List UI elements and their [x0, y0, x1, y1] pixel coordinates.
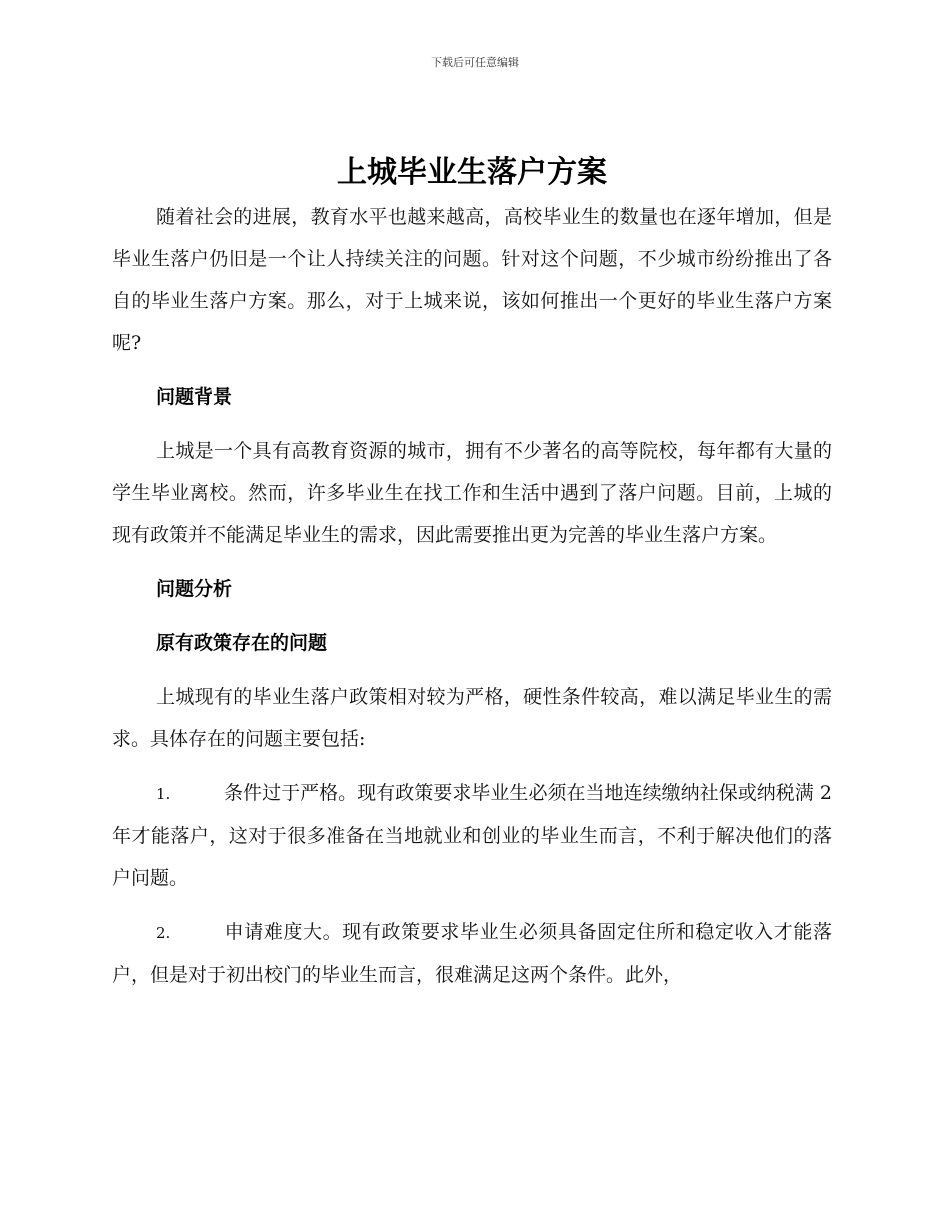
- list-item: [112, 911, 832, 996]
- analysis-paragraph: 上城现有的毕业生落户政策相对较为严格，硬性条件较高，难以满足毕业生的需求。具体存在的问题主要包括:: [112, 686, 832, 750]
- document-title: 上城毕业生落户方案: [337, 155, 607, 190]
- intro-paragraph: 随着社会的进展，教育水平也越来越高，高校毕业生的数量也在逐年增加，但是毕业生落户仍旧是一个让人持续关注的问题。针对这个问题，不少城市纷纷推出了各自的毕业生落户方案。那么，对于上城来说，该如何推出一个更好的毕业生落户方案呢?: [112, 206, 832, 354]
- list-item-text: 申请难度大。现有政策要求毕业生必须具备固定住所和稳定收入才能落户，但是对于初出校门的毕业生而言，很难满足这两个条件。此外，: [112, 921, 832, 986]
- section-heading-analysis: 问题分析: [156, 578, 233, 600]
- list-item-text: 条件过于严格。现有政策要求毕业生必须在当地连续缴纳社保或纳税满 2 年才能落户，这对于很多准备在当地就业和创业的毕业生而言，不利于解决他们的落户问题。: [112, 782, 832, 889]
- list-item-number: 2.: [156, 924, 171, 942]
- document-body: [112, 150, 832, 996]
- subheading-policy-problems: 原有政策存在的问题: [156, 632, 328, 654]
- list-item: [112, 772, 832, 899]
- section-heading-background: 问题背景: [156, 386, 233, 408]
- background-paragraph: 上城是一个具有高教育资源的城市，拥有不少著名的高等院校，每年都有大量的学生毕业离校。然而，许多毕业生在找工作和生活中遇到了落户问题。目前，上城的现有政策并不能满足毕业生的需求，因此需要推出更为完善的毕业生落户方案。: [112, 440, 832, 546]
- page-header-note: 下载后可任意编辑: [431, 56, 519, 69]
- list-item-number: 1.: [156, 785, 171, 803]
